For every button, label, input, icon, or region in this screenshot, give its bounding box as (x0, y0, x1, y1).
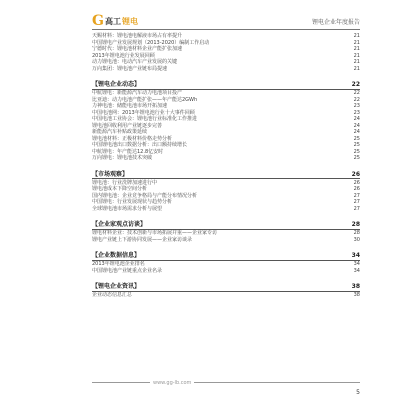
toc-entry-page: 21 (353, 46, 360, 52)
toc-entry-page: 25 (353, 142, 360, 148)
toc-entry-page: 27 (353, 192, 360, 199)
toc-entry-title: 中国锂电池产业链重点企业名录 (92, 267, 163, 274)
page-header (92, 14, 360, 30)
logo-word-1: 高工 (104, 16, 121, 26)
toc-entry[interactable] (92, 155, 360, 162)
toc-entry-title: 中航锂电：年产能达12.8亿安时 (92, 148, 164, 155)
toc-entry[interactable] (92, 206, 360, 213)
toc-entry-title: 中国电池网：2013年锂电池行业十大事件回顾 (92, 109, 195, 116)
toc-entry-page: 26 (353, 186, 360, 192)
section-title: 【企业家观点访谈】 (92, 221, 147, 228)
toc-entry-title: 锂电产业链上下游协同发展——企业家访谈录 (92, 236, 193, 243)
toc-entry-title: 万向锂电：锂电池技术突破 (92, 155, 153, 161)
toc-entry-title: 中国锂电产业发展规划（2013-2020）编制工作启动 (92, 39, 210, 46)
toc-entry-title: 新能源汽车补贴政策延续 (92, 129, 148, 135)
toc-entry-title: 中国锂电池出口数据分析：出口额持续增长 (92, 142, 188, 148)
toc-section-heading (92, 220, 360, 229)
toc-entry-title: 中国电池工业协会：锂电池行业标准化工作推进 (92, 116, 198, 122)
toc-entry-page: 26 (353, 179, 360, 186)
toc-entry-title: 万向集团：锂电池产业链布局提速 (92, 65, 168, 72)
logo-letter: G (92, 13, 104, 29)
toc-entry-page: 23 (353, 109, 360, 116)
section-title: 【市场观察】 (92, 170, 129, 178)
section-page-number: 22 (351, 81, 360, 88)
toc-entry-page: 24 (353, 129, 360, 135)
toc-entry[interactable] (92, 268, 360, 275)
section-page-number: 38 (351, 283, 360, 290)
toc-entry-title: 锂电池材料：正极材料价格走势分析 (92, 135, 173, 142)
toc-entry[interactable] (92, 237, 360, 244)
toc-entry-title: 锂电池回收利用产业链逐步完善 (92, 122, 163, 129)
toc-entry-title: 中航锂电：新能源汽车动力电池项目投产 (92, 90, 183, 96)
toc-entry-page: 27 (353, 199, 360, 205)
section-page-number: 34 (351, 252, 360, 259)
table-of-contents (92, 33, 360, 299)
toc-entry-page: 21 (353, 52, 360, 59)
section-title: 【企业数据信息】 (92, 252, 141, 259)
toc-entry-page: 25 (353, 148, 360, 155)
toc-entry-page: 23 (353, 103, 360, 109)
toc-entry-page: 34 (353, 267, 360, 274)
toc-entry[interactable] (92, 66, 360, 73)
toc-entry-title: 2013年锂电池行业发展回顾 (92, 52, 155, 59)
toc-entry-page: 24 (353, 116, 360, 122)
toc-entry-title: 锂电池：行业洗牌加速进行中 (92, 179, 158, 186)
toc-section-heading (92, 282, 360, 291)
toc-entry-title: 国内锂电池：企业竞争格局与产能分布情况分析 (92, 192, 198, 199)
section-title: 【锂电企业资讯】 (92, 283, 141, 290)
section-page-number: 26 (351, 170, 360, 178)
header-right-text: 锂电企业年度报告 (311, 19, 360, 26)
toc-entry-page: 27 (353, 205, 360, 212)
toc-entry[interactable] (92, 292, 360, 299)
section-title: 【锂电企业动态】 (92, 81, 141, 88)
toc-entry-page: 25 (353, 135, 360, 142)
toc-entry-page: 24 (353, 122, 360, 129)
toc-entry-title: 企业动态信息汇总 (92, 292, 133, 298)
toc-entry-title: 2013年锂电池企业排名 (92, 261, 145, 267)
toc-entry-title: 动力锂电池：电动汽车产业发展的关键 (92, 59, 178, 65)
toc-entry-title: 全球锂电池市场需求分析与展望 (92, 205, 163, 212)
logo (92, 14, 138, 28)
toc-entry-page: 38 (353, 292, 360, 298)
toc-entry-title: 中国锂电：行业发展现状与趋势分析 (92, 199, 173, 205)
toc-entry-title: 比亚迪：动力电池产能扩张——年产能达2GWh (92, 96, 198, 103)
toc-entry-page: 21 (353, 39, 360, 46)
toc-entry-title: 锂电材料企业：技术创新与市场拓展并重——企业家专访 (92, 230, 218, 236)
header-rule (92, 29, 360, 30)
footer-rule (92, 382, 360, 383)
page-number: 5 (356, 389, 360, 396)
toc-entry-page: 30 (353, 236, 360, 243)
toc-entry-page: 21 (353, 59, 360, 65)
toc-entry-title: 锂电池成本下降空间分析 (92, 186, 148, 192)
toc-entry-page: 25 (353, 155, 360, 161)
footer-url: www.gg-lb.com (150, 380, 194, 386)
toc-entry-page: 21 (353, 33, 360, 39)
toc-entry-page: 22 (353, 96, 360, 103)
toc-entry-page: 34 (353, 261, 360, 267)
logo-word-2: 锂电 (121, 16, 138, 26)
toc-entry-title: 天赐材料：锂电池电解液市场占有率提升 (92, 33, 183, 39)
toc-section-heading (92, 170, 360, 179)
toc-section-heading (92, 251, 360, 260)
section-page-number: 28 (351, 221, 360, 228)
toc-entry-page: 21 (353, 65, 360, 72)
toc-section-heading (92, 80, 360, 89)
toc-entry-title: 力神电池：储能电池市场开拓加速 (92, 103, 168, 109)
toc-entry-page: 28 (353, 230, 360, 236)
toc-entry-title: 宁德时代：锂电池材料企业产能扩张加速 (92, 46, 183, 52)
toc-entry-page: 22 (353, 90, 360, 96)
